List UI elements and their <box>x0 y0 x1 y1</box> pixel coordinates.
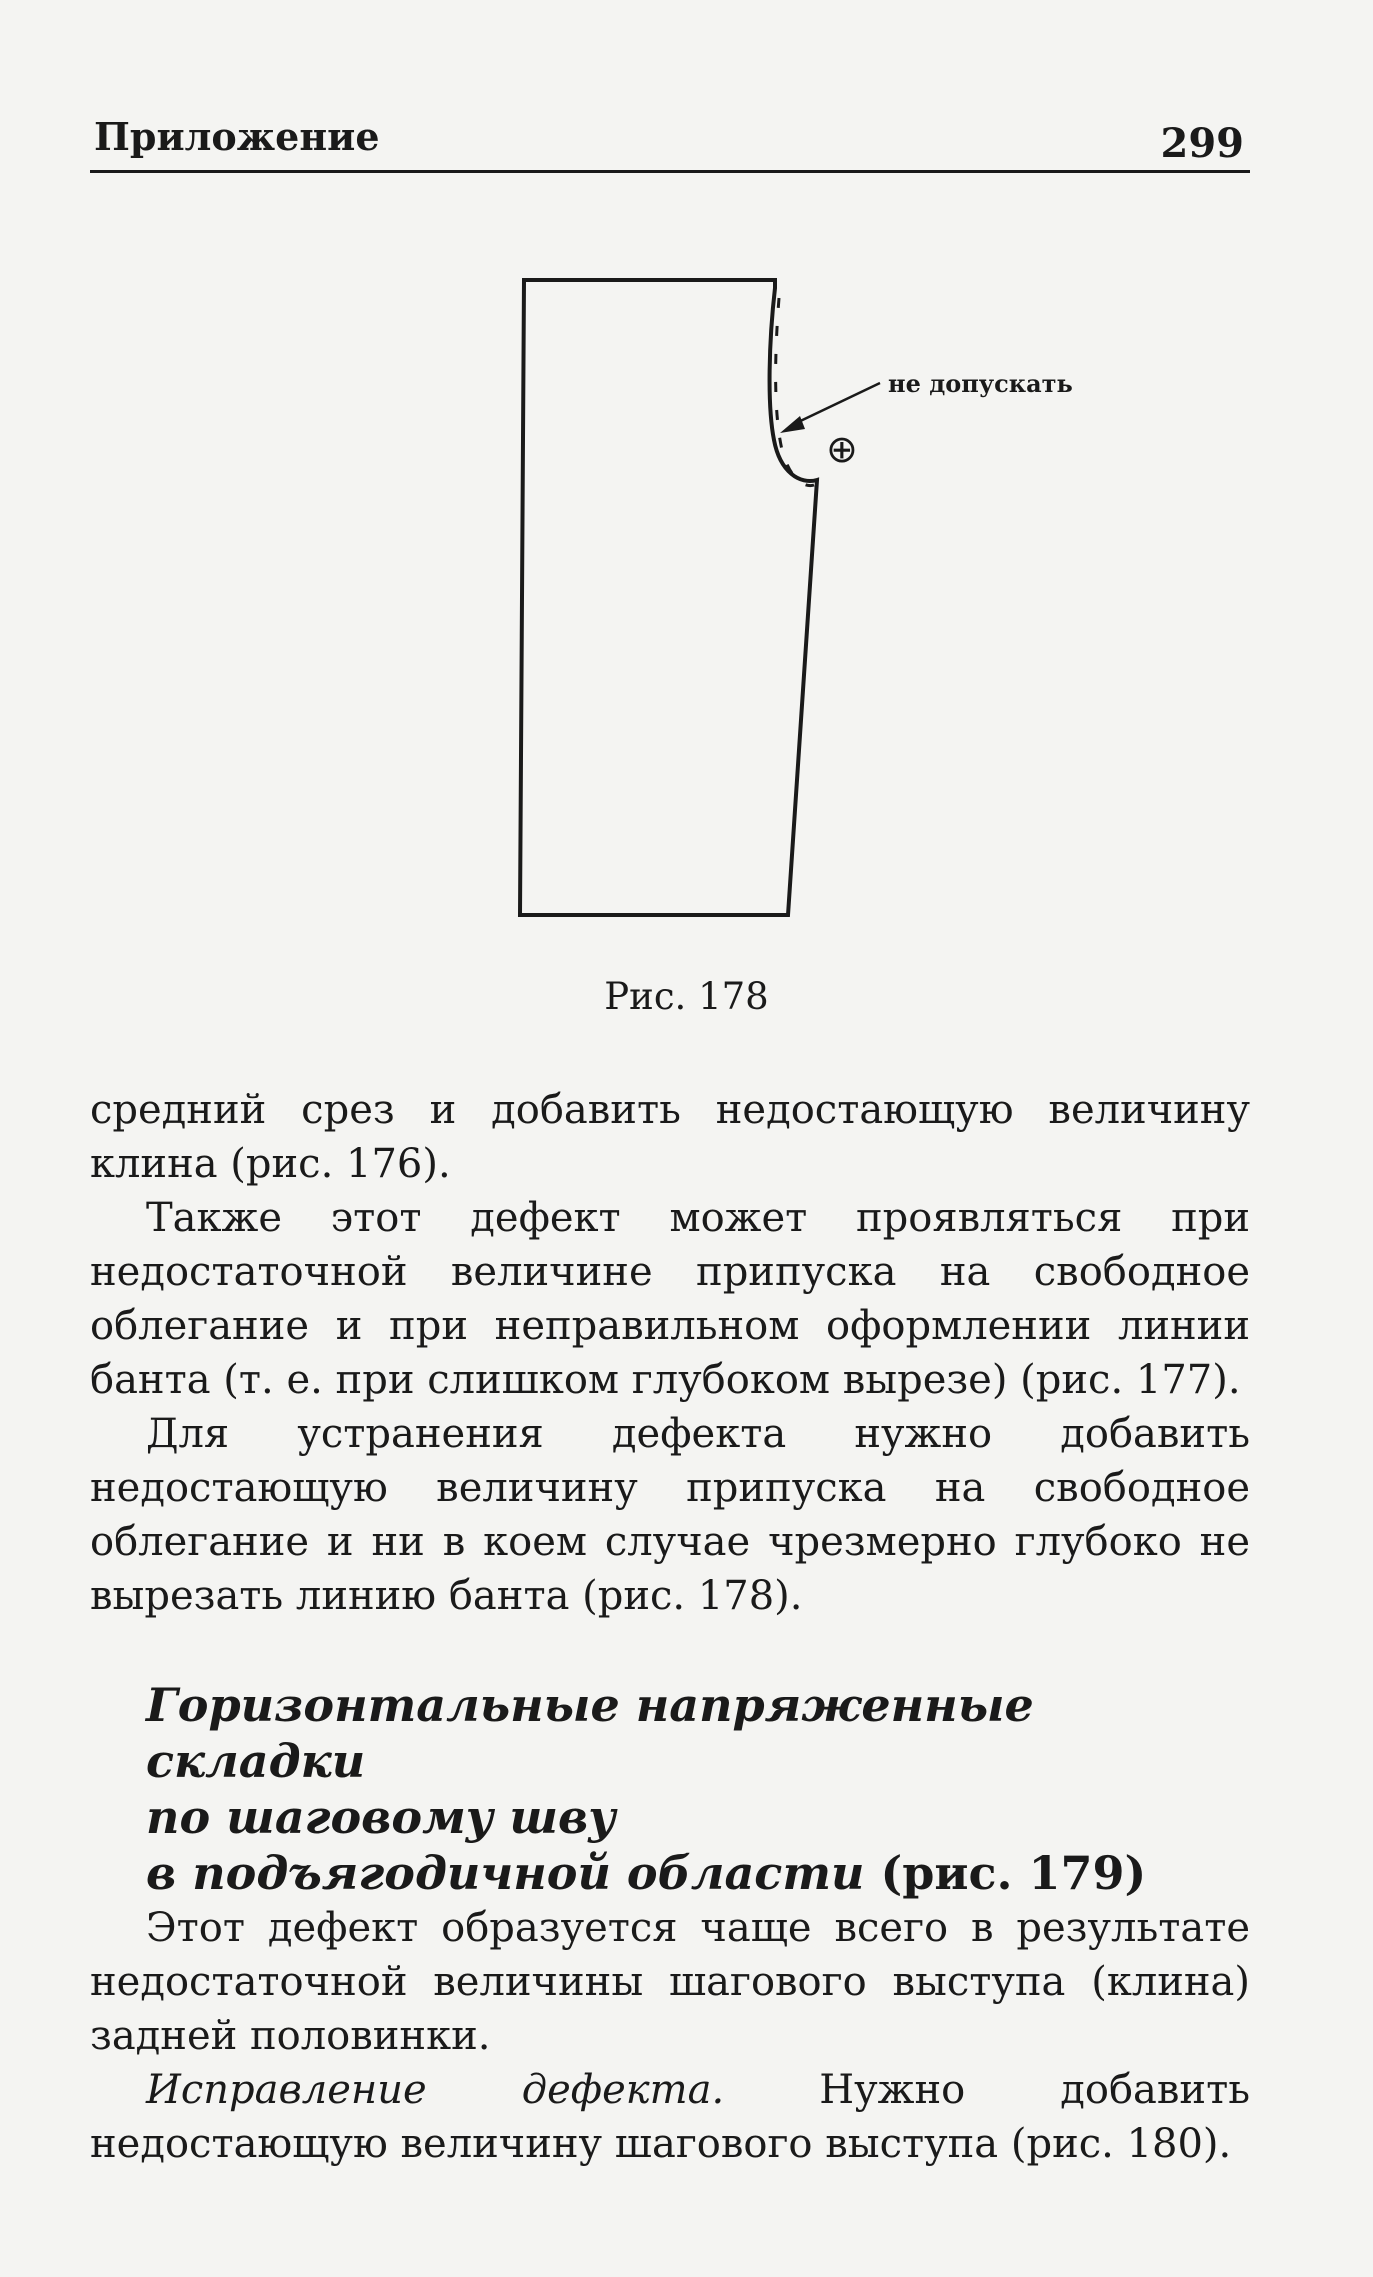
heading-figure-ref: (рис. 179) <box>864 1846 1147 1900</box>
paragraph-continued: средний срез и добавить недостающую величину клина (рис. 176). <box>90 1087 1250 1187</box>
pattern-drawing <box>0 240 1373 1020</box>
figure-caption: Рис. 178 <box>604 975 769 1018</box>
arrowhead <box>780 416 805 433</box>
section-heading <box>90 1677 1250 1901</box>
paragraph <box>90 2063 1250 2171</box>
running-header <box>90 110 1250 173</box>
figure-178 <box>0 240 1373 1020</box>
trouser-pattern-outline <box>520 280 817 915</box>
section-title: Приложение <box>94 114 380 159</box>
warning-label: не допускать <box>888 369 1073 398</box>
heading-line: Горизонтальные напряженные складки <box>146 1678 1034 1788</box>
page-number: 299 <box>1160 120 1244 167</box>
main-text <box>90 1083 1250 2171</box>
heading-line: по шаговому шву <box>146 1790 616 1844</box>
paragraph: Также этот дефект может проявляться при недостаточной величине припуска на свободное облегание и при неправильном оформлении линии банта (т. е. при слишком глубоком вырезе) (рис. 177). <box>90 1195 1250 1403</box>
heading-line: в подъягодичной области <box>146 1846 865 1900</box>
paragraph: Для устранения дефекта нужно добавить недостающую величину припуска на свободное облегание и ни в коем случае чрезмерно глубоко не вырезать линию банта (рис. 178). <box>90 1411 1250 1619</box>
plus-circle-icon: ⊕ <box>826 427 858 471</box>
paragraph-text: Нужно добавить недостающую величину шагового выступа (рис. 180). <box>90 2067 1250 2167</box>
paragraph: Этот дефект образуется чаще всего в результате недостаточной величины шагового выступа (клина) задней половинки. <box>90 1905 1250 2059</box>
paragraph-lead-in: Исправление дефекта. <box>146 2067 725 2113</box>
leader-line <box>792 383 880 425</box>
